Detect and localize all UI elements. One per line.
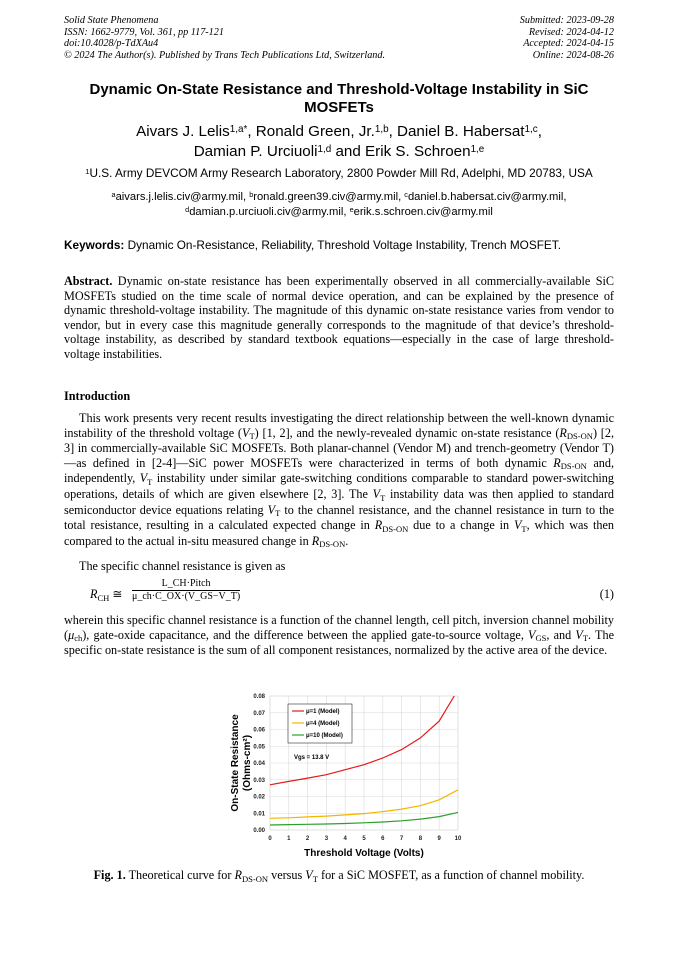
figure-1 <box>222 688 462 863</box>
author-name: Erik S. Schroen <box>365 143 471 160</box>
equation-denominator: μ_ch·C_OX·(V_GS−V_T) <box>132 591 241 602</box>
y-tick-label: 0.03 <box>253 777 265 784</box>
y-tick-label: 0.07 <box>253 710 265 717</box>
author-name: Ronald Green, Jr. <box>255 123 375 140</box>
author-emails: $^a$aivars.j.lelis.civ@army.mil, $^b$ronald.green39.civ@army.mil, $^c$daniel.b.habersat.civ@army.mil, $^d$damian.p.urciuoli.civ@army.mil, $^e$erik.s.schroen.civ@army.mil <box>111 190 567 218</box>
y-tick-label: 0.08 <box>253 694 265 701</box>
y-tick-label: 0.04 <box>253 761 265 768</box>
keywords <box>64 237 614 253</box>
abstract-label: Abstract. <box>64 274 113 288</box>
journal-name: Solid State Phenomena <box>64 15 159 26</box>
author-list: Aivars J. Lelis$^{1,a*}$, Ronald Green, Jr.$^{1,b}$, Daniel B. Habersat$^{1,c}$, Damian P. Urciuoli$^{1,d}$ and Erik S. Schroen$^{1,e}$ <box>136 123 542 160</box>
intro-paragraph-1: This work presents very recent results investigating the direct relationship between the well-known dynamic instability of the threshold voltage $(V_T)$ [1, 2], and the newly-revealed dynamic on-state resistance $(R_{DS-ON})$ [2, 3] in commercially-available SiC MOSFETs. Both planar-channel (Vendor M) and trench-geometry (Vendor T)—as defined in [2-4]—SiC power MOSFETs were characterized in terms of both dynamic $R_{DS-ON}$ and, independently, $V_T$ instability under similar gate-switching conditions comparable to standard power-switching operations, details of which are given elsewhere [2, 3]. The $V_T$ instability data was then applied to standard semiconductor device equations relating $V_T$ to the channel resistance, and the channel resistance in turn to the total resistance, resulting in a calculated expected change in $R_{DS-ON}$ due to a change in $V_T$, which was then compared to the actual in-situ measured change in $R_{DS-ON}$. <box>64 411 614 550</box>
x-tick-label: 4 <box>343 836 347 842</box>
equation-fraction <box>132 578 240 603</box>
legend-label: μ=4 (Model) <box>306 721 340 727</box>
section-heading-introduction: Introduction <box>64 389 131 403</box>
y-tick-label: 0.05 <box>253 744 265 751</box>
x-tick-label: 2 <box>305 836 310 842</box>
x-axis-title: Threshold Voltage (Volts) <box>304 848 424 859</box>
affiliation: $^1$U.S. Army DEVCOM Army Research Laboratory, 2800 Powder Mill Rd, Adelphi, MD 20783, USA <box>85 166 593 180</box>
doi: doi:10.4028/p-TdXAu4 <box>64 38 159 50</box>
dates-header <box>520 15 614 61</box>
submitted-date: Submitted: 2023-09-28 <box>519 15 614 26</box>
intro-paragraph-2: The specific channel resistance is given as <box>79 559 286 573</box>
chart-annotation: Vgs = 13.8 V <box>294 755 330 761</box>
y-tick-label: 0.02 <box>253 794 265 801</box>
email-link[interactable]: aivars.j.lelis.civ@army.mil, <box>115 191 247 203</box>
accepted-date: Accepted: 2024-04-15 <box>523 38 614 50</box>
journal-header <box>64 15 385 61</box>
abstract-text: Dynamic on-state resistance has been experimentally observed in all commercially-available SiC MOSFETs studied on the time scale of normal device operation, and can be explained by the presence of dynamic threshold-voltage instability. The magnitude of this dynamic on-state resistance varies from vendor to vendor, but in every case this magnitude generally corresponds to the magnitude of that device’s threshold-voltage instability, as described by standard textbook equations—especially in the case of large threshold-voltage instabilities. <box>64 274 614 361</box>
email-link[interactable]: daniel.b.habersat.civ@army.mil, <box>407 191 567 203</box>
author-name: Daniel B. Habersat <box>397 123 525 140</box>
equation-number: (1) <box>599 587 614 601</box>
paper-title: Dynamic On-State Resistance and Threshold-Voltage Instability in SiC MOSFETs <box>89 81 589 116</box>
intro-paragraph-3: wherein this specific channel resistance is a function of the channel length, cell pitch, inversion channel mobility $(\mu_{ch})$, gate-oxide capacitance, and the difference between the applied gate-to-source voltage, $V_{GS}$, and $V_T$. The specific on-state resistance is the sum of all component resistances, normalized by the active area of the device. <box>64 613 614 658</box>
issn: ISSN: 1662-9779, Vol. 361, pp 117-121 <box>64 26 224 38</box>
email-link[interactable]: erik.s.schroen.civ@army.mil <box>353 205 493 218</box>
author-name: Damian P. Urciuoli <box>193 143 318 160</box>
abstract <box>64 274 614 362</box>
y-tick-label: 0.01 <box>253 811 265 818</box>
figure-caption: Fig. 1. Theoretical curve for $R_{DS-ON}$ versus $V_T$ for a SiC MOSFET, as a function of channel mobility. <box>93 868 585 884</box>
keywords-text: Dynamic On-Resistance, Reliability, Threshold Voltage Instability, Trench MOSFET. <box>127 238 561 252</box>
y-tick-label: 0.00 <box>253 828 265 835</box>
x-tick-label: 5 <box>362 836 366 842</box>
keywords-label: Keywords: <box>64 238 125 252</box>
online-date: Online: 2024-08-26 <box>532 49 614 61</box>
x-tick-label: 0 <box>268 836 272 842</box>
equation-numerator: L_CH·Pitch <box>132 578 240 591</box>
email-link[interactable]: damian.p.urciuoli.civ@army.mil, <box>189 205 347 218</box>
email-link[interactable]: ronald.green39.civ@army.mil, <box>253 191 402 203</box>
x-tick-label: 3 <box>324 836 329 842</box>
revised-date: Revised: 2024-04-12 <box>528 26 614 38</box>
x-tick-label: 10 <box>454 836 462 842</box>
x-tick-label: 9 <box>437 836 441 842</box>
y-axis-title: On-State Resistance(Ohms-cm²) <box>230 714 253 812</box>
author-name: Aivars J. Lelis <box>136 123 230 140</box>
x-tick-label: 1 <box>287 836 291 842</box>
x-tick-label: 7 <box>399 836 404 842</box>
legend-label: μ=1 (Model) <box>306 709 340 715</box>
legend-label: μ=10 (Model) <box>306 733 343 739</box>
x-tick-label: 6 <box>381 836 385 842</box>
equation-1: $R_{CH}$ ≅ L_CH·Pitch μ_ch·C_OX·(V_GS−V_T) (1) <box>90 578 614 603</box>
copyright: © 2024 The Author(s). Published by Trans Tech Publications Ltd, Switzerland. <box>64 49 386 61</box>
y-tick-label: 0.06 <box>253 727 265 734</box>
resistance-chart <box>222 688 462 863</box>
x-tick-label: 8 <box>418 836 423 842</box>
